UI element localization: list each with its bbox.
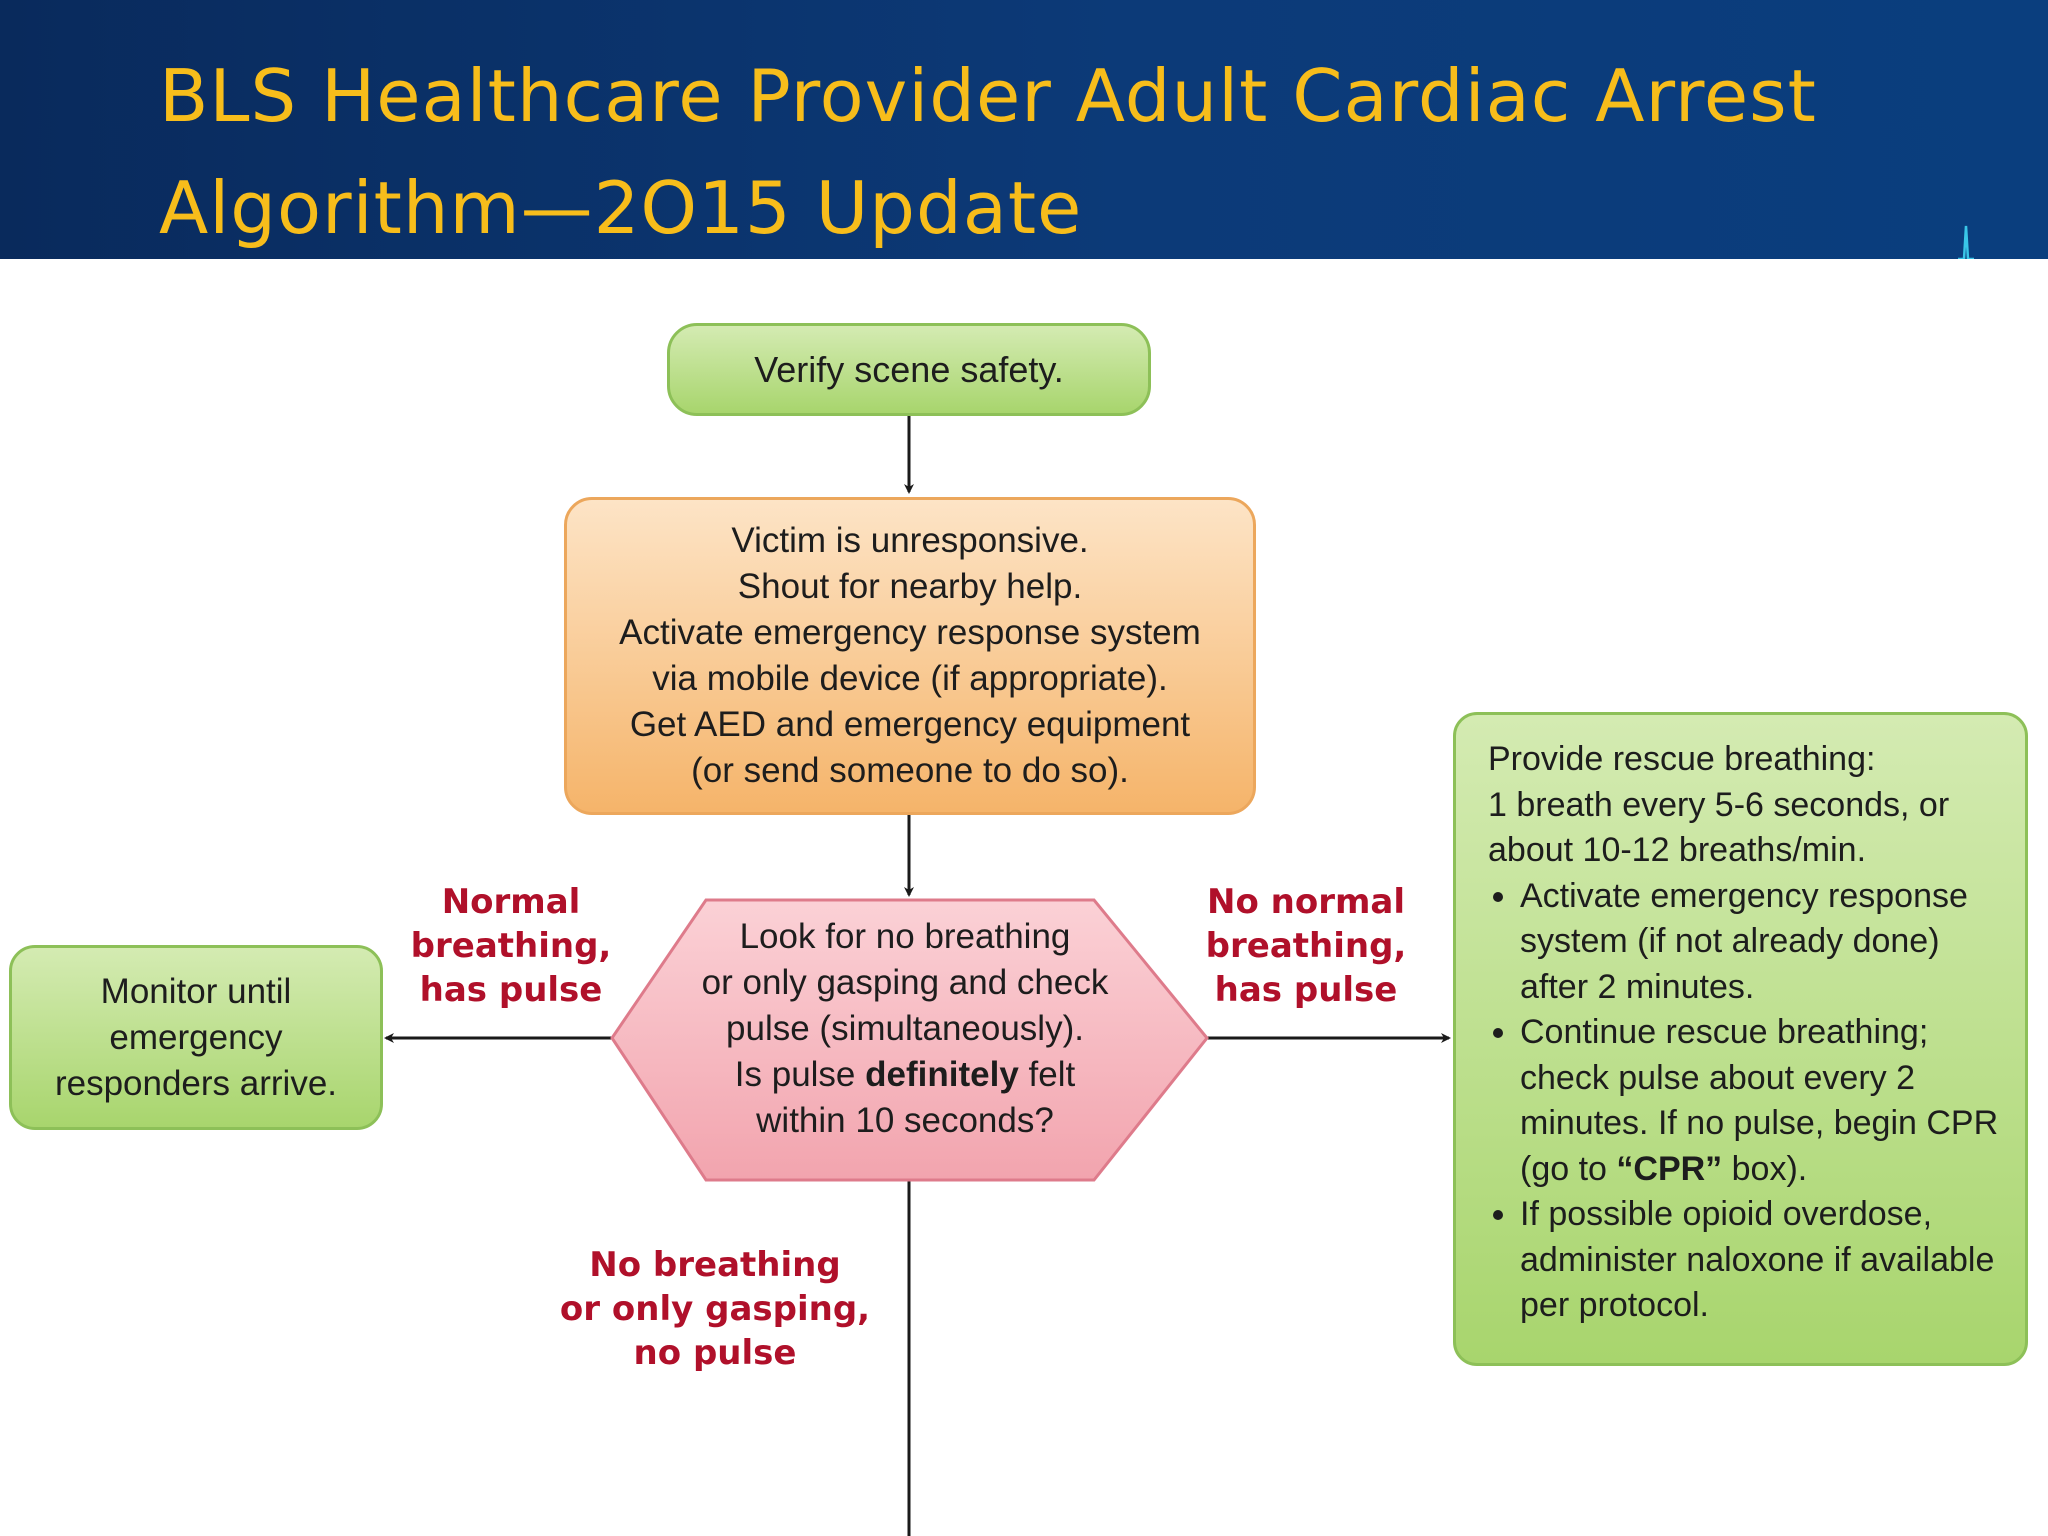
rescue-bullet-part: box). bbox=[1722, 1149, 1808, 1188]
condition-line: breathing, bbox=[1205, 926, 1407, 966]
check-line-part: Is pulse bbox=[734, 1055, 866, 1094]
check-line: pulse (simultaneously). bbox=[726, 1009, 1084, 1048]
rescue-bullet-list bbox=[1488, 874, 2005, 1329]
check-line: or only gasping and check bbox=[701, 963, 1109, 1002]
check-breathing-pulse-text bbox=[640, 917, 1170, 1140]
verify-scene-text: Verify scene safety. bbox=[754, 348, 1064, 390]
condition-line: has pulse bbox=[1214, 970, 1398, 1010]
condition-line: breathing, bbox=[410, 926, 612, 966]
monitor-line: Monitor until bbox=[100, 971, 292, 1011]
rescue-bullet bbox=[1520, 1010, 2005, 1192]
victim-line: Get AED and emergency equipment bbox=[629, 705, 1191, 744]
monitor-box bbox=[9, 945, 383, 1130]
rescue-intro-line: Provide rescue breathing: bbox=[1488, 740, 1876, 778]
check-line bbox=[735, 1052, 1075, 1098]
victim-line: Shout for nearby help. bbox=[737, 567, 1083, 606]
victim-unresponsive-box bbox=[564, 497, 1256, 815]
victim-line: Victim is unresponsive. bbox=[731, 521, 1089, 560]
title-line-1: BLS Healthcare Provider Adult Cardiac Arrest bbox=[159, 54, 1817, 138]
condition-line: No breathing bbox=[589, 1245, 841, 1285]
verify-scene-box bbox=[667, 323, 1151, 416]
condition-line: Normal bbox=[441, 882, 581, 922]
condition-normal-breathing bbox=[393, 880, 629, 1012]
victim-line: (or send someone to do so). bbox=[691, 751, 1129, 790]
monitor-line: emergency bbox=[109, 1017, 283, 1057]
rescue-breathing-box bbox=[1453, 712, 2028, 1366]
monitor-line: responders arrive. bbox=[54, 1063, 338, 1103]
check-line-part: felt bbox=[1018, 1055, 1076, 1094]
condition-no-normal-breathing bbox=[1186, 880, 1426, 1012]
rescue-intro-line: 1 breath every 5-6 seconds, or bbox=[1488, 785, 1950, 824]
condition-line: has pulse bbox=[419, 970, 603, 1010]
rescue-bullet: • Activate emergency response system (if not already done) after 2 minutes. bbox=[1520, 874, 2005, 1011]
rescue-bullet: • If possible opioid overdose, administer naloxone if available per protocol. bbox=[1520, 1192, 2005, 1329]
check-line-emphasis: definitely bbox=[865, 1055, 1019, 1094]
rescue-intro-line: about 10-12 breaths/min. bbox=[1488, 831, 1867, 869]
rescue-intro bbox=[1488, 737, 2005, 874]
rescue-bullet-part: Continue rescue breathing; check pulse about every 2 minutes. If no pulse, begin CPR (go to bbox=[1520, 1013, 1999, 1188]
condition-line: No normal bbox=[1206, 882, 1405, 922]
title-line-2: Algorithm—2O15 Update bbox=[159, 166, 1083, 250]
cpr-emphasis: “CPR” bbox=[1616, 1149, 1723, 1188]
condition-line: or only gasping, bbox=[559, 1289, 871, 1329]
victim-line: Activate emergency response system bbox=[619, 613, 1201, 652]
condition-no-breathing-no-pulse bbox=[540, 1243, 890, 1375]
check-line: within 10 seconds? bbox=[756, 1101, 1054, 1140]
victim-line: via mobile device (if appropriate). bbox=[652, 659, 1168, 698]
condition-line: no pulse bbox=[633, 1333, 797, 1373]
check-line: Look for no breathing bbox=[739, 917, 1071, 956]
